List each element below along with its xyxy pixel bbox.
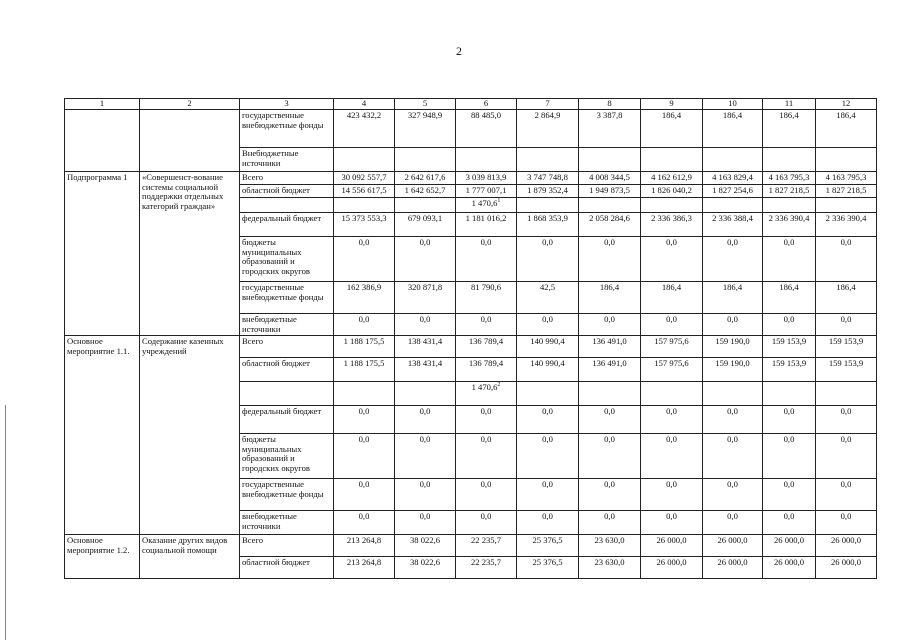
value-cell: 0,0 <box>703 479 763 511</box>
header-cell: 10 <box>703 99 763 110</box>
value-cell: 0,0 <box>816 237 877 282</box>
funding-source: федеральный бюджет <box>240 406 334 434</box>
value-cell: 320 871,8 <box>395 282 456 314</box>
value-cell <box>395 382 456 406</box>
value-cell: 0,0 <box>395 511 456 535</box>
funding-source: бюджеты муниципальных образований и городских округов <box>240 237 334 282</box>
value-cell: 0,0 <box>395 434 456 479</box>
value-cell <box>395 198 456 213</box>
value-cell <box>703 198 763 213</box>
value-cell <box>517 198 579 213</box>
value-cell: 2 864,9 <box>517 110 579 148</box>
value-cell: 2 336 390,4 <box>816 213 877 237</box>
header-cell: 1 <box>65 99 140 110</box>
value-cell: 3 747 748,8 <box>517 172 579 185</box>
value-cell: 1 188 175,5 <box>334 336 395 358</box>
header-cell: 7 <box>517 99 579 110</box>
value-cell: 186,4 <box>703 110 763 148</box>
value-cell: 2 336 390,4 <box>763 213 816 237</box>
value-cell: 0,0 <box>763 406 816 434</box>
value-cell: 0,0 <box>334 314 395 336</box>
table-row <box>65 172 877 185</box>
value-cell: 0,0 <box>456 314 517 336</box>
value-cell <box>517 382 579 406</box>
value-cell <box>579 148 641 172</box>
table-row <box>65 110 877 148</box>
value-cell <box>703 382 763 406</box>
value-cell: 0,0 <box>703 237 763 282</box>
value-cell <box>816 382 877 406</box>
value-cell <box>703 148 763 172</box>
header-row <box>65 99 877 110</box>
value-cell: 0,0 <box>816 479 877 511</box>
event-name: Оказание других видов социальной помощи <box>140 535 240 579</box>
value-cell: 2 336 386,3 <box>641 213 703 237</box>
value-cell: 22 235,7 <box>456 535 517 557</box>
value-cell: 25 376,5 <box>517 557 579 579</box>
funding-source: Внебюджетные источники <box>240 148 334 172</box>
value-cell: 186,4 <box>816 110 877 148</box>
event-title: Основное мероприятие 1.2. <box>65 535 140 579</box>
value-cell: 1 827 254,6 <box>703 185 763 198</box>
value-cell <box>395 148 456 172</box>
program-cell-empty <box>65 110 140 172</box>
value-cell: 136 789,4 <box>456 336 517 358</box>
value-cell: 42,5 <box>517 282 579 314</box>
value-cell: 0,0 <box>579 237 641 282</box>
funding-source <box>240 382 334 406</box>
value-cell: 186,4 <box>641 110 703 148</box>
value-cell: 0,0 <box>703 406 763 434</box>
value-cell: 140 990,4 <box>517 336 579 358</box>
value-cell <box>456 148 517 172</box>
value-cell: 0,0 <box>517 479 579 511</box>
value-cell: 22 235,7 <box>456 557 517 579</box>
value-cell <box>579 198 641 213</box>
value-cell: 159 190,0 <box>703 358 763 382</box>
value-cell: 0,0 <box>763 511 816 535</box>
value-cell: 0,0 <box>641 314 703 336</box>
value-cell <box>334 198 395 213</box>
value-cell: 2 642 617,6 <box>395 172 456 185</box>
value-cell: 213 264,8 <box>334 557 395 579</box>
value-cell <box>334 148 395 172</box>
value-cell: 0,0 <box>816 434 877 479</box>
value-cell: 0,0 <box>517 237 579 282</box>
value-cell: 186,4 <box>763 282 816 314</box>
value-cell: 159 153,9 <box>763 336 816 358</box>
value-cell <box>334 382 395 406</box>
value-cell <box>641 382 703 406</box>
header-cell: 2 <box>140 99 240 110</box>
funding-source: внебюджетные источники <box>240 314 334 336</box>
value-cell: 0,0 <box>395 479 456 511</box>
value-cell: 0,0 <box>517 434 579 479</box>
value-cell: 0,0 <box>816 511 877 535</box>
value-cell: 1 642 652,7 <box>395 185 456 198</box>
value-cell <box>816 198 877 213</box>
value-cell: 0,0 <box>703 434 763 479</box>
value-cell: 138 431,4 <box>395 358 456 382</box>
value-cell <box>763 198 816 213</box>
header-cell: 12 <box>816 99 877 110</box>
value-cell: 38 022,6 <box>395 535 456 557</box>
value-cell <box>816 148 877 172</box>
value-cell: 23 630,0 <box>579 535 641 557</box>
value-cell: 1 827 218,5 <box>816 185 877 198</box>
header-cell: 11 <box>763 99 816 110</box>
value-cell: 26 000,0 <box>816 557 877 579</box>
value-cell: 88 485,0 <box>456 110 517 148</box>
header-cell: 3 <box>240 99 334 110</box>
value-cell: 1 826 040,2 <box>641 185 703 198</box>
value-cell: 1 470,6$^2$ <box>456 382 517 406</box>
value-cell: 0,0 <box>395 406 456 434</box>
value-cell: 4 008 344,5 <box>579 172 641 185</box>
funding-source: областной бюджет <box>240 358 334 382</box>
value-cell: 2 058 284,6 <box>579 213 641 237</box>
value-cell: 0,0 <box>641 406 703 434</box>
value-cell: 4 163 795,3 <box>816 172 877 185</box>
value-cell: 157 975,6 <box>641 358 703 382</box>
value-cell: 26 000,0 <box>641 535 703 557</box>
funding-source: бюджеты муниципальных образований и городских округов <box>240 434 334 479</box>
value-cell: 136 491,0 <box>579 358 641 382</box>
value-cell: 0,0 <box>763 434 816 479</box>
value-cell: 2 336 388,4 <box>703 213 763 237</box>
value-cell: 4 162 612,9 <box>641 172 703 185</box>
value-cell: 30 092 557,7 <box>334 172 395 185</box>
header-cell: 8 <box>579 99 641 110</box>
value-cell: 0,0 <box>334 434 395 479</box>
value-cell: 0,0 <box>763 237 816 282</box>
margin-rule <box>5 405 6 640</box>
value-cell: 1 879 352,4 <box>517 185 579 198</box>
value-cell: 0,0 <box>579 511 641 535</box>
event-name: Содержание казенных учреждений <box>140 336 240 535</box>
value-cell <box>517 148 579 172</box>
budget-table <box>64 98 877 579</box>
value-cell: 159 153,9 <box>816 336 877 358</box>
value-cell: 136 789,4 <box>456 358 517 382</box>
funding-source: Всего <box>240 535 334 557</box>
value-cell: 0,0 <box>763 314 816 336</box>
funding-source: внебюджетные источники <box>240 511 334 535</box>
value-cell: 1 470,6$^1$ <box>456 198 517 213</box>
funding-source: Всего <box>240 172 334 185</box>
value-cell: 162 386,9 <box>334 282 395 314</box>
value-cell: 138 431,4 <box>395 336 456 358</box>
value-cell: 26 000,0 <box>703 535 763 557</box>
value-cell <box>579 382 641 406</box>
value-cell: 1 181 016,2 <box>456 213 517 237</box>
value-cell: 213 264,8 <box>334 535 395 557</box>
value-cell: 0,0 <box>641 434 703 479</box>
value-cell: 1 949 873,5 <box>579 185 641 198</box>
value-cell: 26 000,0 <box>816 535 877 557</box>
funding-source: областной бюджет <box>240 185 334 198</box>
value-cell: 0,0 <box>703 511 763 535</box>
value-cell: 140 990,4 <box>517 358 579 382</box>
value-cell: 0,0 <box>641 511 703 535</box>
value-cell: 0,0 <box>334 406 395 434</box>
value-cell: 1 188 175,5 <box>334 358 395 382</box>
value-cell: 679 093,1 <box>395 213 456 237</box>
value-cell: 159 153,9 <box>763 358 816 382</box>
value-cell: 15 373 553,3 <box>334 213 395 237</box>
event-title: Основное мероприятие 1.1. <box>65 336 140 535</box>
value-cell: 1 868 353,9 <box>517 213 579 237</box>
value-cell: 186,4 <box>763 110 816 148</box>
value-cell: 1 777 007,1 <box>456 185 517 198</box>
value-cell <box>763 148 816 172</box>
value-cell: 0,0 <box>456 406 517 434</box>
value-cell: 0,0 <box>517 511 579 535</box>
header-cell: 6 <box>456 99 517 110</box>
funding-source <box>240 198 334 213</box>
value-cell <box>641 148 703 172</box>
funding-source: Всего <box>240 336 334 358</box>
program-name: «Совершенст-вование системы социальной поддержки отдельных категорий граждан» <box>140 172 240 336</box>
value-cell: 26 000,0 <box>641 557 703 579</box>
value-cell: 0,0 <box>579 406 641 434</box>
value-cell: 159 190,0 <box>703 336 763 358</box>
page-number: 2 <box>456 44 462 58</box>
value-cell: 0,0 <box>517 406 579 434</box>
footnote-mark: 2 <box>497 382 501 389</box>
value-cell: 3 039 813,9 <box>456 172 517 185</box>
table-row <box>65 535 877 557</box>
funding-source: государственные внебюджетные фонды <box>240 282 334 314</box>
value-cell: 0,0 <box>334 479 395 511</box>
header-cell: 9 <box>641 99 703 110</box>
value-cell: 3 387,8 <box>579 110 641 148</box>
footnote-mark: 1 <box>497 198 501 205</box>
value-cell: 38 022,6 <box>395 557 456 579</box>
funding-source: государственные внебюджетные фонды <box>240 110 334 148</box>
value-cell: 0,0 <box>456 434 517 479</box>
value-cell: 0,0 <box>816 406 877 434</box>
value-cell: 157 975,6 <box>641 336 703 358</box>
value-cell: 23 630,0 <box>579 557 641 579</box>
value-cell: 186,4 <box>703 282 763 314</box>
value-cell: 0,0 <box>579 314 641 336</box>
funding-source: областной бюджет <box>240 557 334 579</box>
value-cell: 1 827 218,5 <box>763 185 816 198</box>
value-cell: 81 790,6 <box>456 282 517 314</box>
value-cell: 0,0 <box>579 434 641 479</box>
value-cell: 26 000,0 <box>763 557 816 579</box>
value-cell: 25 376,5 <box>517 535 579 557</box>
value-cell: 186,4 <box>579 282 641 314</box>
value-cell: 186,4 <box>816 282 877 314</box>
value-cell: 4 163 795,3 <box>763 172 816 185</box>
value-cell: 14 556 617,5 <box>334 185 395 198</box>
value-cell: 26 000,0 <box>703 557 763 579</box>
value-cell: 0,0 <box>395 314 456 336</box>
funding-source: государственные внебюджетные фонды <box>240 479 334 511</box>
value-cell: 26 000,0 <box>763 535 816 557</box>
value-cell: 0,0 <box>641 237 703 282</box>
value-cell: 0,0 <box>456 511 517 535</box>
value-cell: 136 491,0 <box>579 336 641 358</box>
program-name-empty <box>140 110 240 172</box>
value-cell: 423 432,2 <box>334 110 395 148</box>
value-cell <box>641 198 703 213</box>
value-cell: 0,0 <box>456 479 517 511</box>
value-cell: 186,4 <box>641 282 703 314</box>
header-cell: 4 <box>334 99 395 110</box>
value-cell: 0,0 <box>816 314 877 336</box>
value-cell: 0,0 <box>579 479 641 511</box>
value-cell: 0,0 <box>334 511 395 535</box>
header-cell: 5 <box>395 99 456 110</box>
value-cell: 159 153,9 <box>816 358 877 382</box>
value-cell: 0,0 <box>395 237 456 282</box>
value-cell: 0,0 <box>334 237 395 282</box>
table-row <box>65 336 877 358</box>
value-cell: 0,0 <box>456 237 517 282</box>
funding-source: федеральный бюджет <box>240 213 334 237</box>
program-title: Подпрограмма 1 <box>65 172 140 336</box>
value-cell: 327 948,9 <box>395 110 456 148</box>
value-cell: 0,0 <box>703 314 763 336</box>
value-cell: 0,0 <box>517 314 579 336</box>
value-cell: 0,0 <box>763 479 816 511</box>
value-cell: 4 163 829,4 <box>703 172 763 185</box>
value-cell: 0,0 <box>641 479 703 511</box>
value-cell <box>763 382 816 406</box>
